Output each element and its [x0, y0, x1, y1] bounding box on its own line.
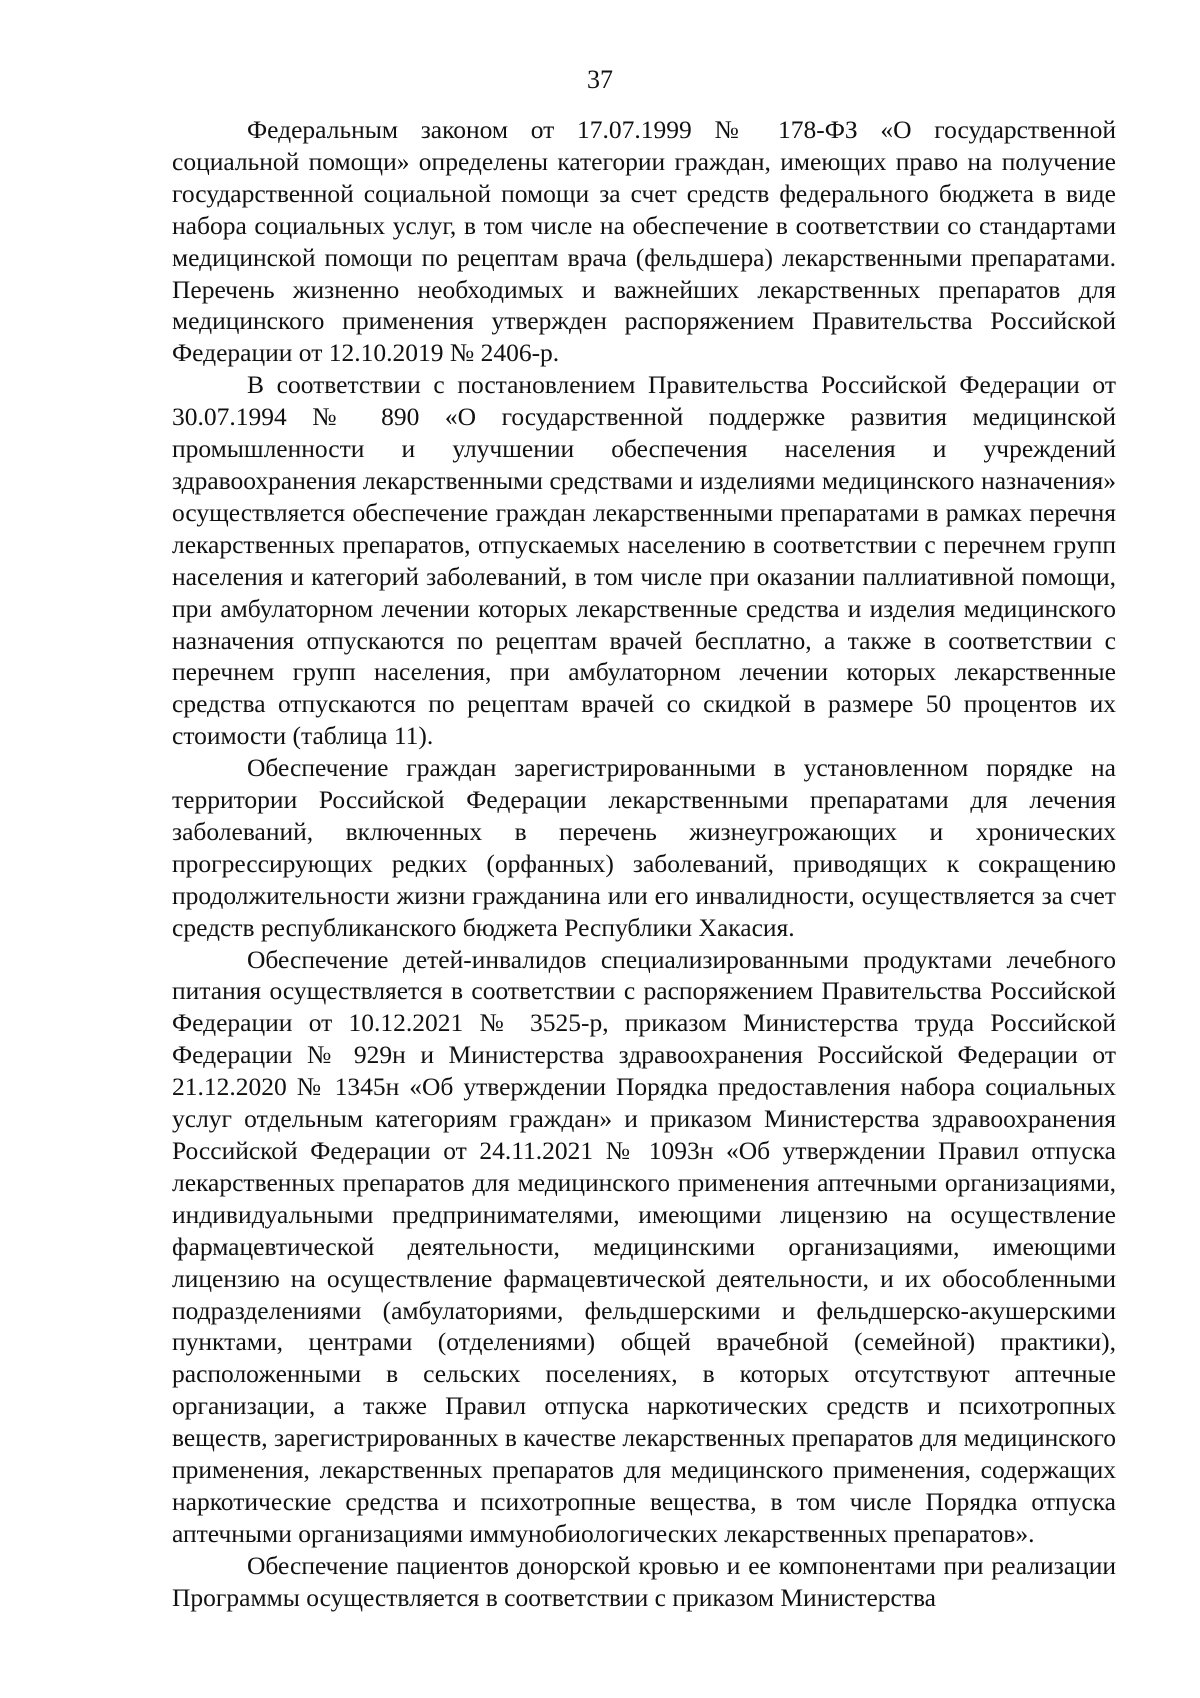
paragraph-3: Обеспечение граждан зарегистрированными в установленном порядке на территории Российской Федерации лекарственными препаратами для лечения заболеваний, включенных в перечень жизнеугрожающих и хронических прогрессирующих редких (орфанных) заболеваний, приводящих к сокращению продолжительности жизни гражданина или его инвалидности, осуществляется за счет средств республиканского бюджета Республики Хакасия. — [172, 753, 1116, 942]
paragraph-4: Обеспечение детей-инвалидов специализированными продуктами лечебного питания осуществляется в соответствии с распоряжением Правительства Российской Федерации от 10.12.2021 № 3525-р, приказом Министерства труда Российской Федерации № 929н и Министерства здравоохранения Российской Федерации от 21.12.2020 № 1345н «Об утверждении Порядка предоставления набора социальных услуг отдельным категориям граждан» и приказом Министерства здравоохранения Российской Федерации от 24.11.2021 № 1093н «Об утверждении Правил отпуска лекарственных препаратов для медицинского применения аптечными организациями, индивидуальными предпринимателями, имеющими лицензию на осуществление фармацевтической деятельности, медицинскими организациями, имеющими лицензию на осуществление фармацевтической деятельности, и их обособленными подразделениями (амбулаториями, фельдшерскими и фельдшерско-акушерскими пунктами, центрами (отделениями) общей врачебной (семейной) практики), расположенными в сельских поселениях, в которых отсутствуют аптечные организации, а также Правил отпуска наркотических средств и психотропных веществ, зарегистрированных в качестве лекарственных препаратов для медицинского применения, лекарственных препаратов для медицинского применения, содержащих наркотические средства и психотропные вещества, в том числе Порядка отпуска аптечными организациями иммунобиологических лекарственных препаратов». — [172, 944, 1117, 1548]
page-number: 37 — [587, 65, 613, 94]
paragraph-1: Федеральным законом от 17.07.1999 № 178-ФЗ «О государственной социальной помощи» определены категории граждан, имеющих право на получение государственной социальной помощи за счет средств федерального бюджета в виде набора социальных услуг, в том числе на обеспечение в соответствии со стандартами медицинской помощи по рецептам врача (фельдшера) лекарственными препаратами. Перечень жизненно необходимых и важнейших лекарственных препаратов для медицинского применения утвержден распоряжением Правительства Российской Федерации от 12.10.2019 № 2406-р. — [172, 115, 1116, 368]
paragraph-2: В соответствии с постановлением Правительства Российской Федерации от 30.07.1994 № 890 «О государственной поддержке развития медицинской промышленности и улучшении обеспечения населения и учреждений здравоохранения лекарственными средствами и изделиями медицинского назначения» осуществляется обеспечение граждан лекарственными препаратами в рамках перечня лекарственных препаратов, отпускаемых населению в соответствии с перечнем групп населения и категорий заболеваний, в том числе при оказании паллиативной помощи, при амбулаторном лечении которых лекарственные средства и изделия медицинского назначения отпускаются по рецептам врачей бесплатно, а также в соответствии с перечнем групп населения, при амбулаторном лечении которых лекарственные средства отпускаются по рецептам врачей со скидкой в размере 50 процентов их стоимости (таблица 11). — [172, 370, 1116, 751]
document-body — [172, 114, 1116, 1614]
paragraph-5: Обеспечение пациентов донорской кровью и ее компонентами при реализации Программы осуществляется в соответствии с приказом Министерства — [172, 1550, 1116, 1612]
